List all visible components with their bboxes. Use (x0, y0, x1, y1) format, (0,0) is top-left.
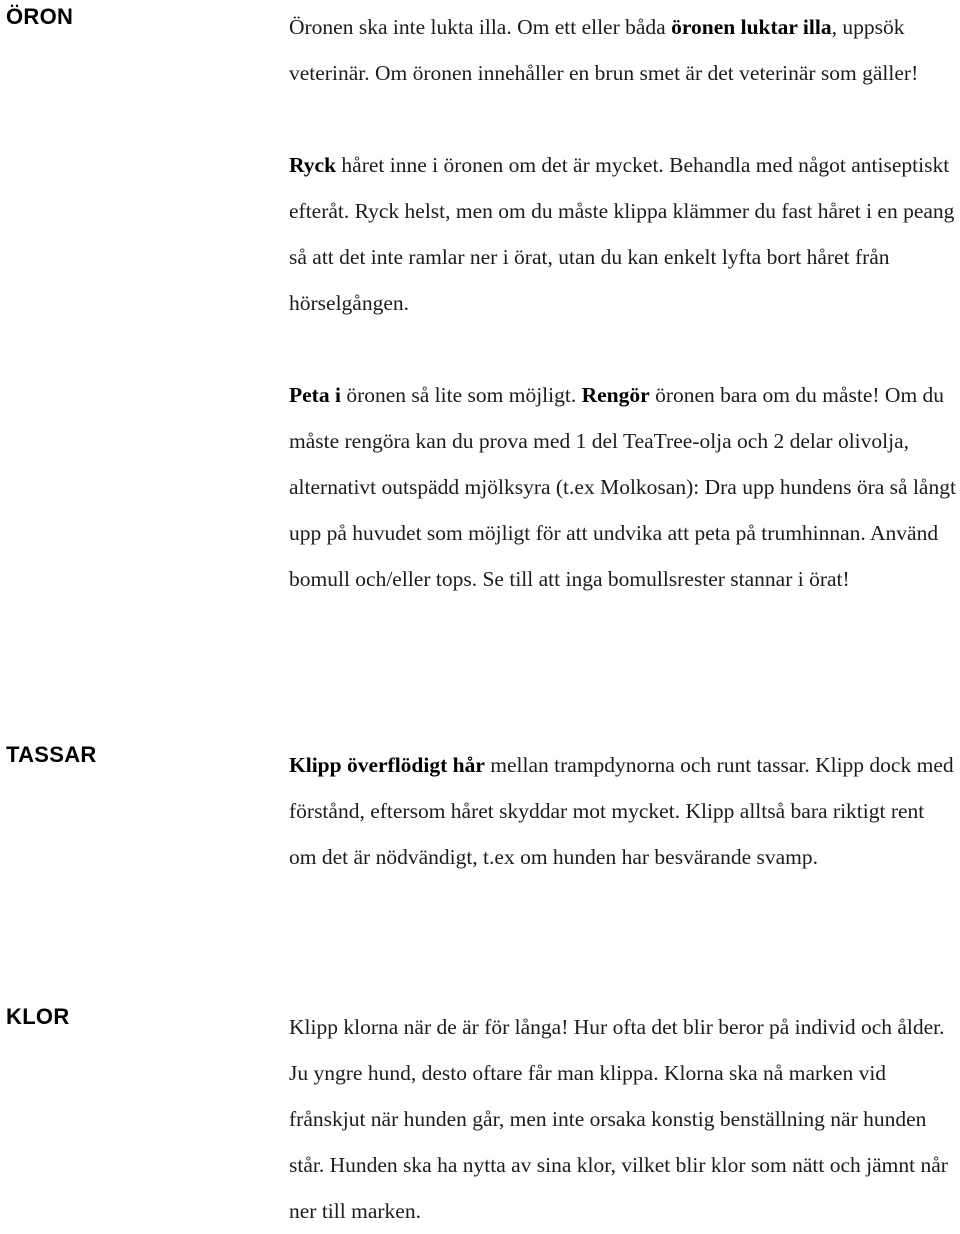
section-heading: KLOR (6, 1004, 70, 1029)
section-body (289, 4, 957, 602)
section-heading: TASSAR (6, 742, 97, 767)
text-run: mellan trampdynorna och runt tassar. Klipp dock med förstånd, eftersom håret skyddar mot mycket. Klipp alltså bara riktigt rent om det är nödvändigt, t.ex om hunden har besvärande svamp. (289, 753, 954, 869)
bold-phrase: öronen luktar illa (671, 15, 832, 39)
paragraph (289, 1004, 957, 1234)
section-body (289, 1004, 957, 1234)
bold-phrase: Peta i (289, 383, 341, 407)
paragraph-spacer (289, 96, 957, 142)
bold-phrase: Klipp överflödigt hår (289, 753, 485, 777)
text-run: Öronen ska inte lukta illa. Om ett eller båda (289, 15, 672, 39)
section-heading: ÖRON (6, 4, 74, 29)
paragraph (289, 742, 957, 880)
paragraph (289, 372, 957, 602)
text-run: öronen så lite som möjligt. (340, 383, 582, 407)
text-run: håret inne i öronen om det är mycket. Behandla med något antiseptiskt efteråt. Ryck helst, men om du måste klippa klämmer du fast håret i en peang så att det inte ramlar ner i örat, utan du kan enkelt lyfta bort håret från hörselgången. (289, 153, 955, 315)
paragraph (289, 4, 957, 96)
text-run: , uppsök veterinär. Om öronen innehåller en brun smet är det veterinär som gäller! (289, 15, 919, 85)
text-run: Klipp klorna när de är för långa! Hur ofta det blir beror på individ och ålder. Ju yngre hund, desto oftare får man klippa. Klorna ska nå marken vid frånskjut när hunden går, men inte orsaka konstig benställning när hunden står. Hunden ska ha nytta av sina klor, vilket blir klor som nätt och jämnt når ner till marken. (289, 1015, 948, 1223)
section-body (289, 742, 957, 880)
bold-phrase: Rengör (581, 383, 650, 407)
text-run: öronen bara om du måste! Om du måste rengöra kan du prova med 1 del TeaTree-olja och 2 delar olivolja, alternativt outspädd mjölksyra (t.ex Molkosan): Dra upp hundens öra så långt upp på huvudet som möjligt för att undvika att peta på trumhinnan. Använd bomull och/eller tops. Se till att inga bomullsrester stannar i örat! (289, 383, 956, 591)
paragraph-spacer (289, 326, 957, 372)
bold-phrase: Ryck (289, 153, 337, 177)
paragraph (289, 142, 957, 326)
